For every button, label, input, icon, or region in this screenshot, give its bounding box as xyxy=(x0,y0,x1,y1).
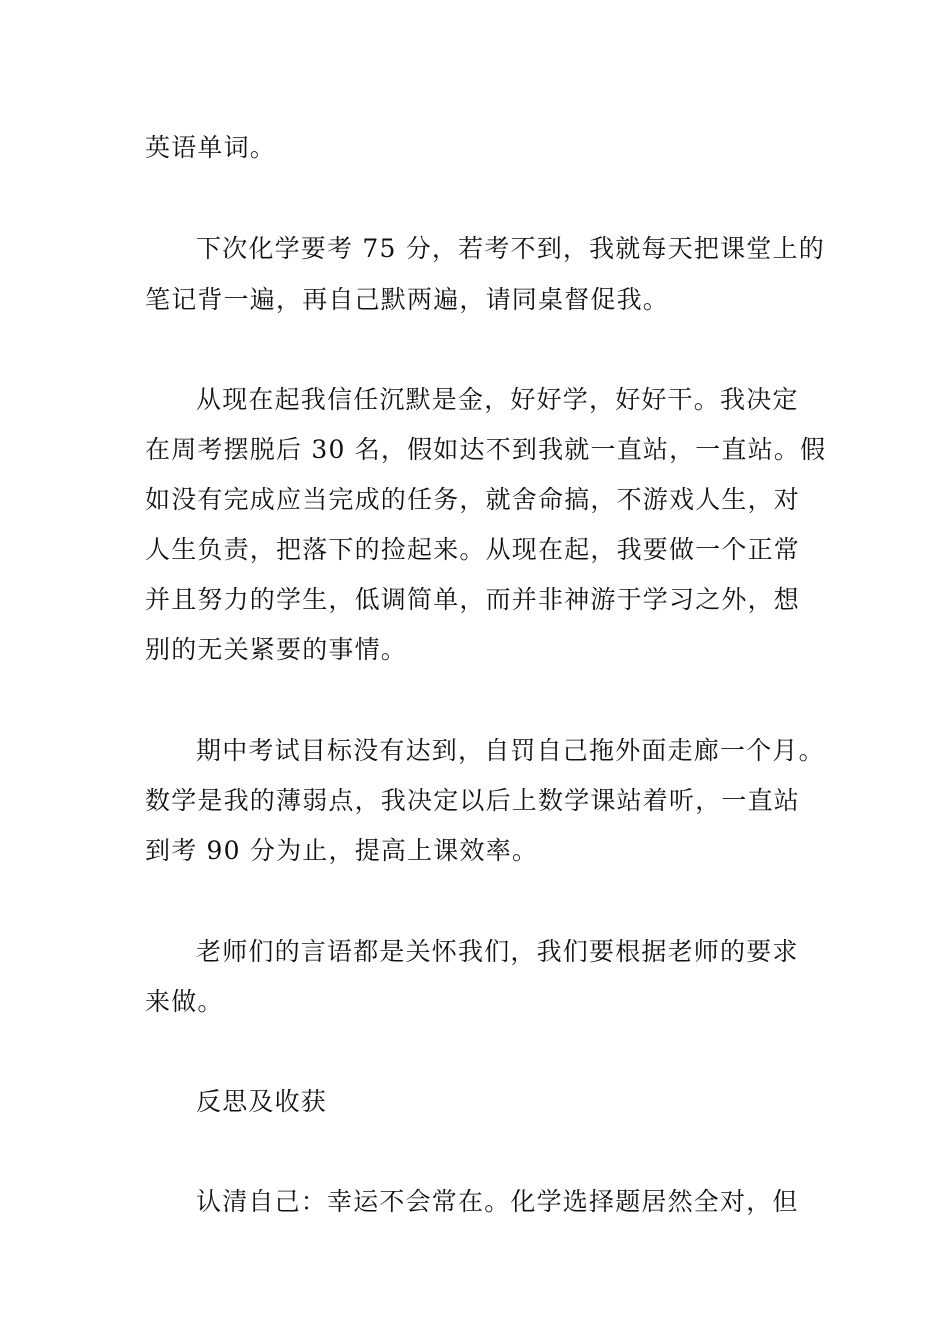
text-line: 英语单词。 xyxy=(145,133,277,162)
text-line: 数学是我的薄弱点，我决定以后上数学课站着听，一直站 xyxy=(145,786,801,815)
text-line: 期中考试目标没有达到，自罚自己拖外面走廊一个月。 xyxy=(196,736,825,765)
text-line: 从现在起我信任沉默是金，好好学，好好干。我决定 xyxy=(196,385,799,414)
text-line: 在周考摆脱后 30 名，假如达不到我就一直站，一直站。假 xyxy=(145,435,827,464)
section-heading: 反思及收获 xyxy=(196,1087,328,1116)
text-line: 如没有完成应当完成的任务，就舍命搞，不游戏人生，对 xyxy=(145,485,801,514)
text-line: 下次化学要考 75 分，若考不到，我就每天把课堂上的 xyxy=(196,234,825,263)
text-line: 人生负责，把落下的捡起来。从现在起，我要做一个正常 xyxy=(145,535,801,564)
text-line: 认清自己：幸运不会常在。化学选择题居然全对，但 xyxy=(196,1187,799,1216)
text-line: 笔记背一遍，再自己默两遍，请同桌督促我。 xyxy=(145,285,670,314)
text-line: 别的无关紧要的事情。 xyxy=(145,635,408,664)
text-line: 并且努力的学生，低调简单，而并非神游于学习之外，想 xyxy=(145,585,801,614)
text-line: 来做。 xyxy=(145,987,224,1016)
text-line: 到考 90 分为止，提高上课效率。 xyxy=(145,836,539,865)
text-line: 老师们的言语都是关怀我们，我们要根据老师的要求 xyxy=(196,937,799,966)
